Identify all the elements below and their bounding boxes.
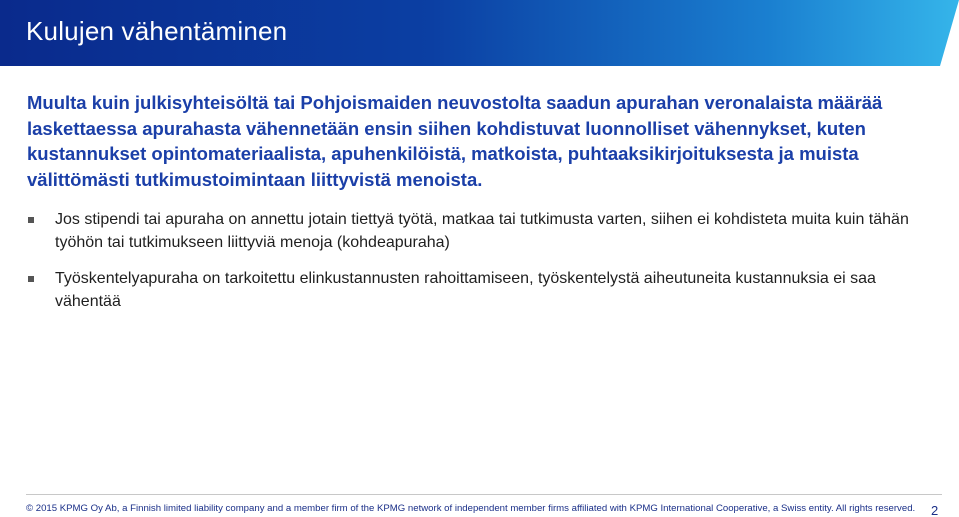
bullet-list: [27, 208, 937, 326]
bullet-item: [27, 208, 937, 254]
bullet-text: Jos stipendi tai apuraha on annettu jotain tiettyä työtä, matkaa tai tutkimusta varten, siihen ei kohdisteta muita kuin tähän työhön tai tutkimukseen liittyviä menoja (kohdeapuraha): [55, 211, 909, 251]
bullet-item: [27, 267, 937, 313]
bullet-text: Työskentelyapuraha on tarkoitettu elinkustannusten rahoittamiseen, työskentelystä aiheutuneita kustannuksia ei saa vähentää: [55, 270, 876, 310]
footer-divider: [26, 494, 942, 495]
lead-paragraph: Muulta kuin julkisyhteisöltä tai Pohjoismaiden neuvostolta saadun apurahan veronalaista määrää laskettaessa apurahasta vähennetään ensin siihen kohdistuvat luonnolliset vähennykset, kuten kustannukset opintomateriaalista, apuhenkilöistä, matkoista, puhtaaksikirjoituksesta ja muista välittömästi tutkimustoimintaan liittyvistä menoista.: [27, 92, 883, 190]
square-bullet-icon: [28, 276, 34, 282]
copyright-notice: © 2015 KPMG Oy Ab, a Finnish limited liability company and a member firm of the KPMG network of independent member firms affiliated with KPMG International Cooperative, a Swiss entity. All rights reserved.: [26, 503, 916, 514]
slide-title: Kulujen vähentäminen: [26, 16, 288, 46]
page-number: 2: [931, 503, 939, 517]
square-bullet-icon: [28, 217, 34, 223]
